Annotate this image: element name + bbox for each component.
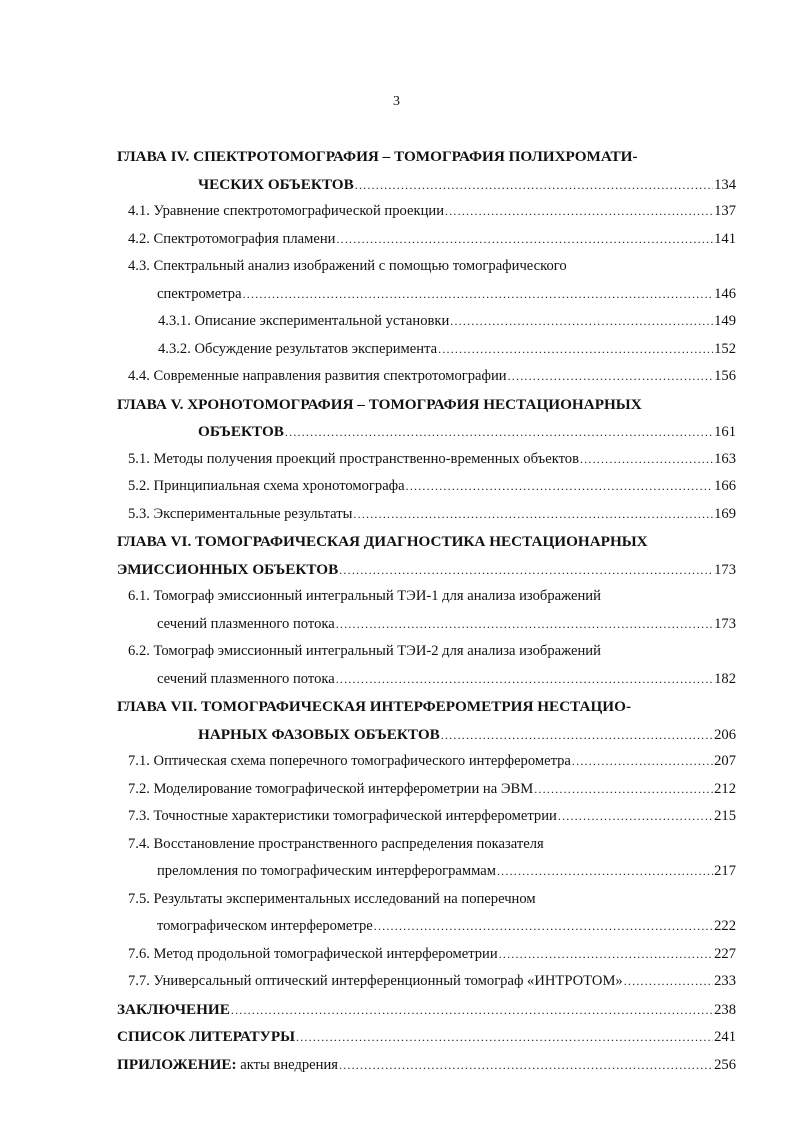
toc-entry-title xyxy=(128,473,405,501)
toc-page-number: 256 xyxy=(714,1056,736,1073)
toc-entry-text: 7.6. Метод продольной томографической интерферометрии xyxy=(128,945,498,962)
toc-entry-text: 4.3. Спектральный анализ изображений с помощью томографического xyxy=(128,258,567,274)
toc-entry-text: ЗАКЛЮЧЕНИЕ xyxy=(117,1000,230,1018)
toc-entry-title xyxy=(157,666,335,694)
toc-chapter-entry xyxy=(117,391,736,419)
toc-entry-title xyxy=(128,748,571,776)
toc-page-number: 227 xyxy=(714,945,736,962)
toc-entry-title xyxy=(128,831,544,859)
dot-leader xyxy=(353,501,713,529)
toc-chapter-entry xyxy=(117,556,736,584)
dot-leader xyxy=(285,419,713,446)
dot-leader xyxy=(445,198,713,226)
toc-entry-text: 7.3. Точностные характеристики томографической интерферометрии xyxy=(128,808,557,824)
toc-section-entry xyxy=(117,253,736,281)
toc-entry-text: преломления по томографическим интерферограммам xyxy=(157,863,496,879)
toc-section-entry xyxy=(117,226,736,254)
toc-entry-title xyxy=(117,1051,338,1079)
dot-leader xyxy=(558,803,713,831)
toc-section-entry xyxy=(117,308,736,336)
toc-entry-title xyxy=(128,638,601,666)
toc-section-entry xyxy=(117,446,736,474)
dot-leader xyxy=(572,748,713,776)
toc-page-number: 156 xyxy=(714,368,736,384)
dot-leader xyxy=(450,308,713,336)
toc-entry-text: ГЛАВА VI. ТОМОГРАФИЧЕСКАЯ ДИАГНОСТИКА НЕСТАЦИОНАРНЫХ xyxy=(117,533,648,550)
toc-entry-text: сечений плазменного потока xyxy=(157,670,335,687)
toc-entry-title xyxy=(117,528,648,556)
toc-page-number: 149 xyxy=(714,313,736,329)
toc-page-number: 238 xyxy=(714,1001,736,1018)
toc-page-number: 207 xyxy=(714,753,736,769)
toc-entry-text: 5.3. Экспериментальные результаты xyxy=(128,505,353,522)
toc-entry-text: 4.4. Современные направления развития спектротомографии xyxy=(128,368,507,384)
toc-section-entry xyxy=(117,473,736,501)
toc-entry-title xyxy=(198,721,440,749)
toc-entry-text: ПРИЛОЖЕНИЕ: xyxy=(117,1055,237,1073)
toc-page-number: 152 xyxy=(714,340,736,357)
toc-entry-text: 4.2. Спектротомография пламени xyxy=(128,230,336,247)
toc-section-entry xyxy=(117,198,736,226)
dot-leader xyxy=(339,557,713,584)
dot-leader xyxy=(231,997,713,1024)
toc-entry-text: 7.5. Результаты экспериментальных исследований на поперечном xyxy=(128,890,536,907)
toc-entry-text: 7.1. Оптическая схема поперечного томографического интерферометра xyxy=(128,753,571,769)
page-number: 3 xyxy=(393,94,400,109)
toc-chapter-entry xyxy=(117,143,736,171)
toc-page-number: 173 xyxy=(714,561,736,578)
toc-page-number: 163 xyxy=(714,450,736,467)
toc-entry-title xyxy=(117,1023,295,1051)
toc-chapter-entry xyxy=(117,721,736,749)
toc-section-entry xyxy=(117,363,736,391)
toc-entry-text: СПИСОК ЛИТЕРАТУРЫ xyxy=(117,1028,296,1045)
toc-section-entry xyxy=(117,336,736,364)
toc-entry-title xyxy=(157,281,242,309)
dot-leader xyxy=(534,776,713,804)
toc-chapter-entry xyxy=(117,418,736,446)
toc-entry-title xyxy=(117,693,631,721)
toc-page-number: 161 xyxy=(714,424,736,440)
toc-entry-text: ГЛАВА VII. ТОМОГРАФИЧЕСКАЯ ИНТЕРФЕРОМЕТРИЯ НЕСТАЦИО- xyxy=(117,698,631,715)
dot-leader xyxy=(497,858,713,886)
dot-leader xyxy=(580,446,713,474)
toc-entry-text: 5.2. Принципиальная схема хронотомографа xyxy=(128,478,405,494)
toc-entry-text: 7.7. Универсальный оптический интерференционный томограф «ИНТРОТОМ» xyxy=(128,973,623,989)
toc-entry-title xyxy=(128,776,533,804)
toc-section-entry xyxy=(117,611,736,639)
table-of-contents xyxy=(117,143,736,1078)
toc-section-entry xyxy=(117,501,736,529)
toc-entry-text: томографическом интерферометре xyxy=(157,918,373,934)
toc-section-entry xyxy=(117,803,736,831)
toc-entry-text: спектрометра xyxy=(157,285,242,302)
dot-leader xyxy=(374,913,713,941)
toc-page-number: 134 xyxy=(714,176,736,193)
toc-section-entry xyxy=(117,281,736,309)
toc-entry-text: ГЛАВА IV. СПЕКТРОТОМОГРАФИЯ – ТОМОГРАФИЯ ПОЛИХРОМАТИ- xyxy=(117,148,638,165)
toc-section-entry xyxy=(117,886,736,914)
toc-entry-title xyxy=(198,171,354,199)
toc-chapter-entry xyxy=(117,1051,736,1079)
toc-page-number: 169 xyxy=(714,505,736,522)
toc-entry-title xyxy=(128,583,601,611)
toc-entry-text: НАРНЫХ ФАЗОВЫХ ОБЪЕКТОВ xyxy=(198,725,440,743)
toc-entry-title xyxy=(128,363,507,391)
toc-page-number: 212 xyxy=(714,780,736,797)
toc-entry-title xyxy=(117,996,230,1024)
toc-page-number: 173 xyxy=(714,615,736,632)
dot-leader xyxy=(438,336,713,364)
toc-entry-title xyxy=(117,391,642,419)
toc-chapter-entry xyxy=(117,693,736,721)
toc-entry-title xyxy=(128,941,498,969)
toc-entry-text: 7.4. Восстановление пространственного распределения показателя xyxy=(128,835,544,852)
toc-page-number: 146 xyxy=(714,285,736,302)
toc-entry-title xyxy=(158,336,437,364)
toc-entry-title xyxy=(158,308,449,336)
toc-entry-text: сечений плазменного потока xyxy=(157,615,335,632)
dot-leader xyxy=(336,666,713,694)
toc-entry-title xyxy=(117,556,338,584)
dot-leader xyxy=(508,363,714,391)
dot-leader xyxy=(336,226,713,254)
toc-section-entry xyxy=(117,941,736,969)
toc-entry-title xyxy=(157,858,496,886)
toc-page-number: 141 xyxy=(714,230,736,247)
toc-page-number: 206 xyxy=(714,726,736,743)
toc-page-number: 222 xyxy=(714,918,736,934)
dot-leader xyxy=(339,1052,713,1079)
toc-entry-text: 4.3.1. Описание экспериментальной установки xyxy=(158,313,450,329)
toc-entry-text: 5.1. Методы получения проекций пространственно-временных объектов xyxy=(128,450,579,467)
toc-entry-text: 4.3.2. Обсуждение результатов эксперимента xyxy=(158,340,438,357)
toc-entry-title xyxy=(128,803,557,831)
toc-entry-text: 7.2. Моделирование томографической интерферометрии на ЭВМ xyxy=(128,780,534,797)
toc-entry-title xyxy=(128,253,567,281)
toc-page-number: 241 xyxy=(714,1029,736,1045)
dot-leader xyxy=(499,941,713,969)
dot-leader xyxy=(243,281,714,309)
toc-entry-title xyxy=(128,198,444,226)
toc-section-entry xyxy=(117,638,736,666)
toc-page-number: 182 xyxy=(714,670,736,687)
dot-leader xyxy=(441,722,713,749)
toc-entry-text: ГЛАВА V. ХРОНОТОМОГРАФИЯ – ТОМОГРАФИЯ НЕСТАЦИОНАРНЫХ xyxy=(117,395,642,413)
toc-entry-text: 6.1. Томограф эмиссионный интегральный ТЭИ-1 для анализа изображений xyxy=(128,588,601,604)
toc-chapter-entry xyxy=(117,996,736,1024)
toc-chapter-entry xyxy=(117,528,736,556)
toc-section-entry xyxy=(117,776,736,804)
toc-section-entry xyxy=(117,913,736,941)
toc-section-entry xyxy=(117,858,736,886)
toc-entry-text: 4.1. Уравнение спектротомографической проекции xyxy=(128,203,445,219)
toc-page-number: 215 xyxy=(714,808,736,824)
toc-entry-title xyxy=(128,968,623,996)
toc-entry-text: ЭМИССИОННЫХ ОБЪЕКТОВ xyxy=(117,560,339,578)
toc-section-entry xyxy=(117,968,736,996)
toc-entry-suffix: акты внедрения xyxy=(236,1056,338,1073)
dot-leader xyxy=(355,172,713,199)
toc-entry-title xyxy=(128,226,335,254)
toc-chapter-entry xyxy=(117,171,736,199)
toc-entry-title xyxy=(198,418,284,446)
dot-leader xyxy=(296,1024,713,1051)
toc-entry-title xyxy=(157,913,373,941)
toc-entry-title xyxy=(128,886,536,914)
toc-entry-title xyxy=(128,446,579,474)
toc-page-number: 233 xyxy=(714,973,736,989)
dot-leader xyxy=(406,473,713,501)
toc-page-number: 217 xyxy=(714,863,736,879)
toc-section-entry xyxy=(117,583,736,611)
toc-entry-text: ОБЪЕКТОВ xyxy=(198,423,284,440)
toc-entry-title xyxy=(157,611,335,639)
dot-leader xyxy=(624,968,713,996)
toc-entry-text: ЧЕСКИХ ОБЪЕКТОВ xyxy=(198,175,354,193)
toc-entry-text: 6.2. Томограф эмиссионный интегральный ТЭИ-2 для анализа изображений xyxy=(128,643,601,659)
toc-section-entry xyxy=(117,666,736,694)
toc-entry-title xyxy=(128,501,352,529)
toc-page-number: 137 xyxy=(714,203,736,219)
toc-chapter-entry xyxy=(117,1023,736,1051)
toc-page-number: 166 xyxy=(714,478,736,494)
toc-section-entry xyxy=(117,748,736,776)
toc-section-entry xyxy=(117,831,736,859)
dot-leader xyxy=(336,611,713,639)
toc-entry-title xyxy=(117,143,638,171)
